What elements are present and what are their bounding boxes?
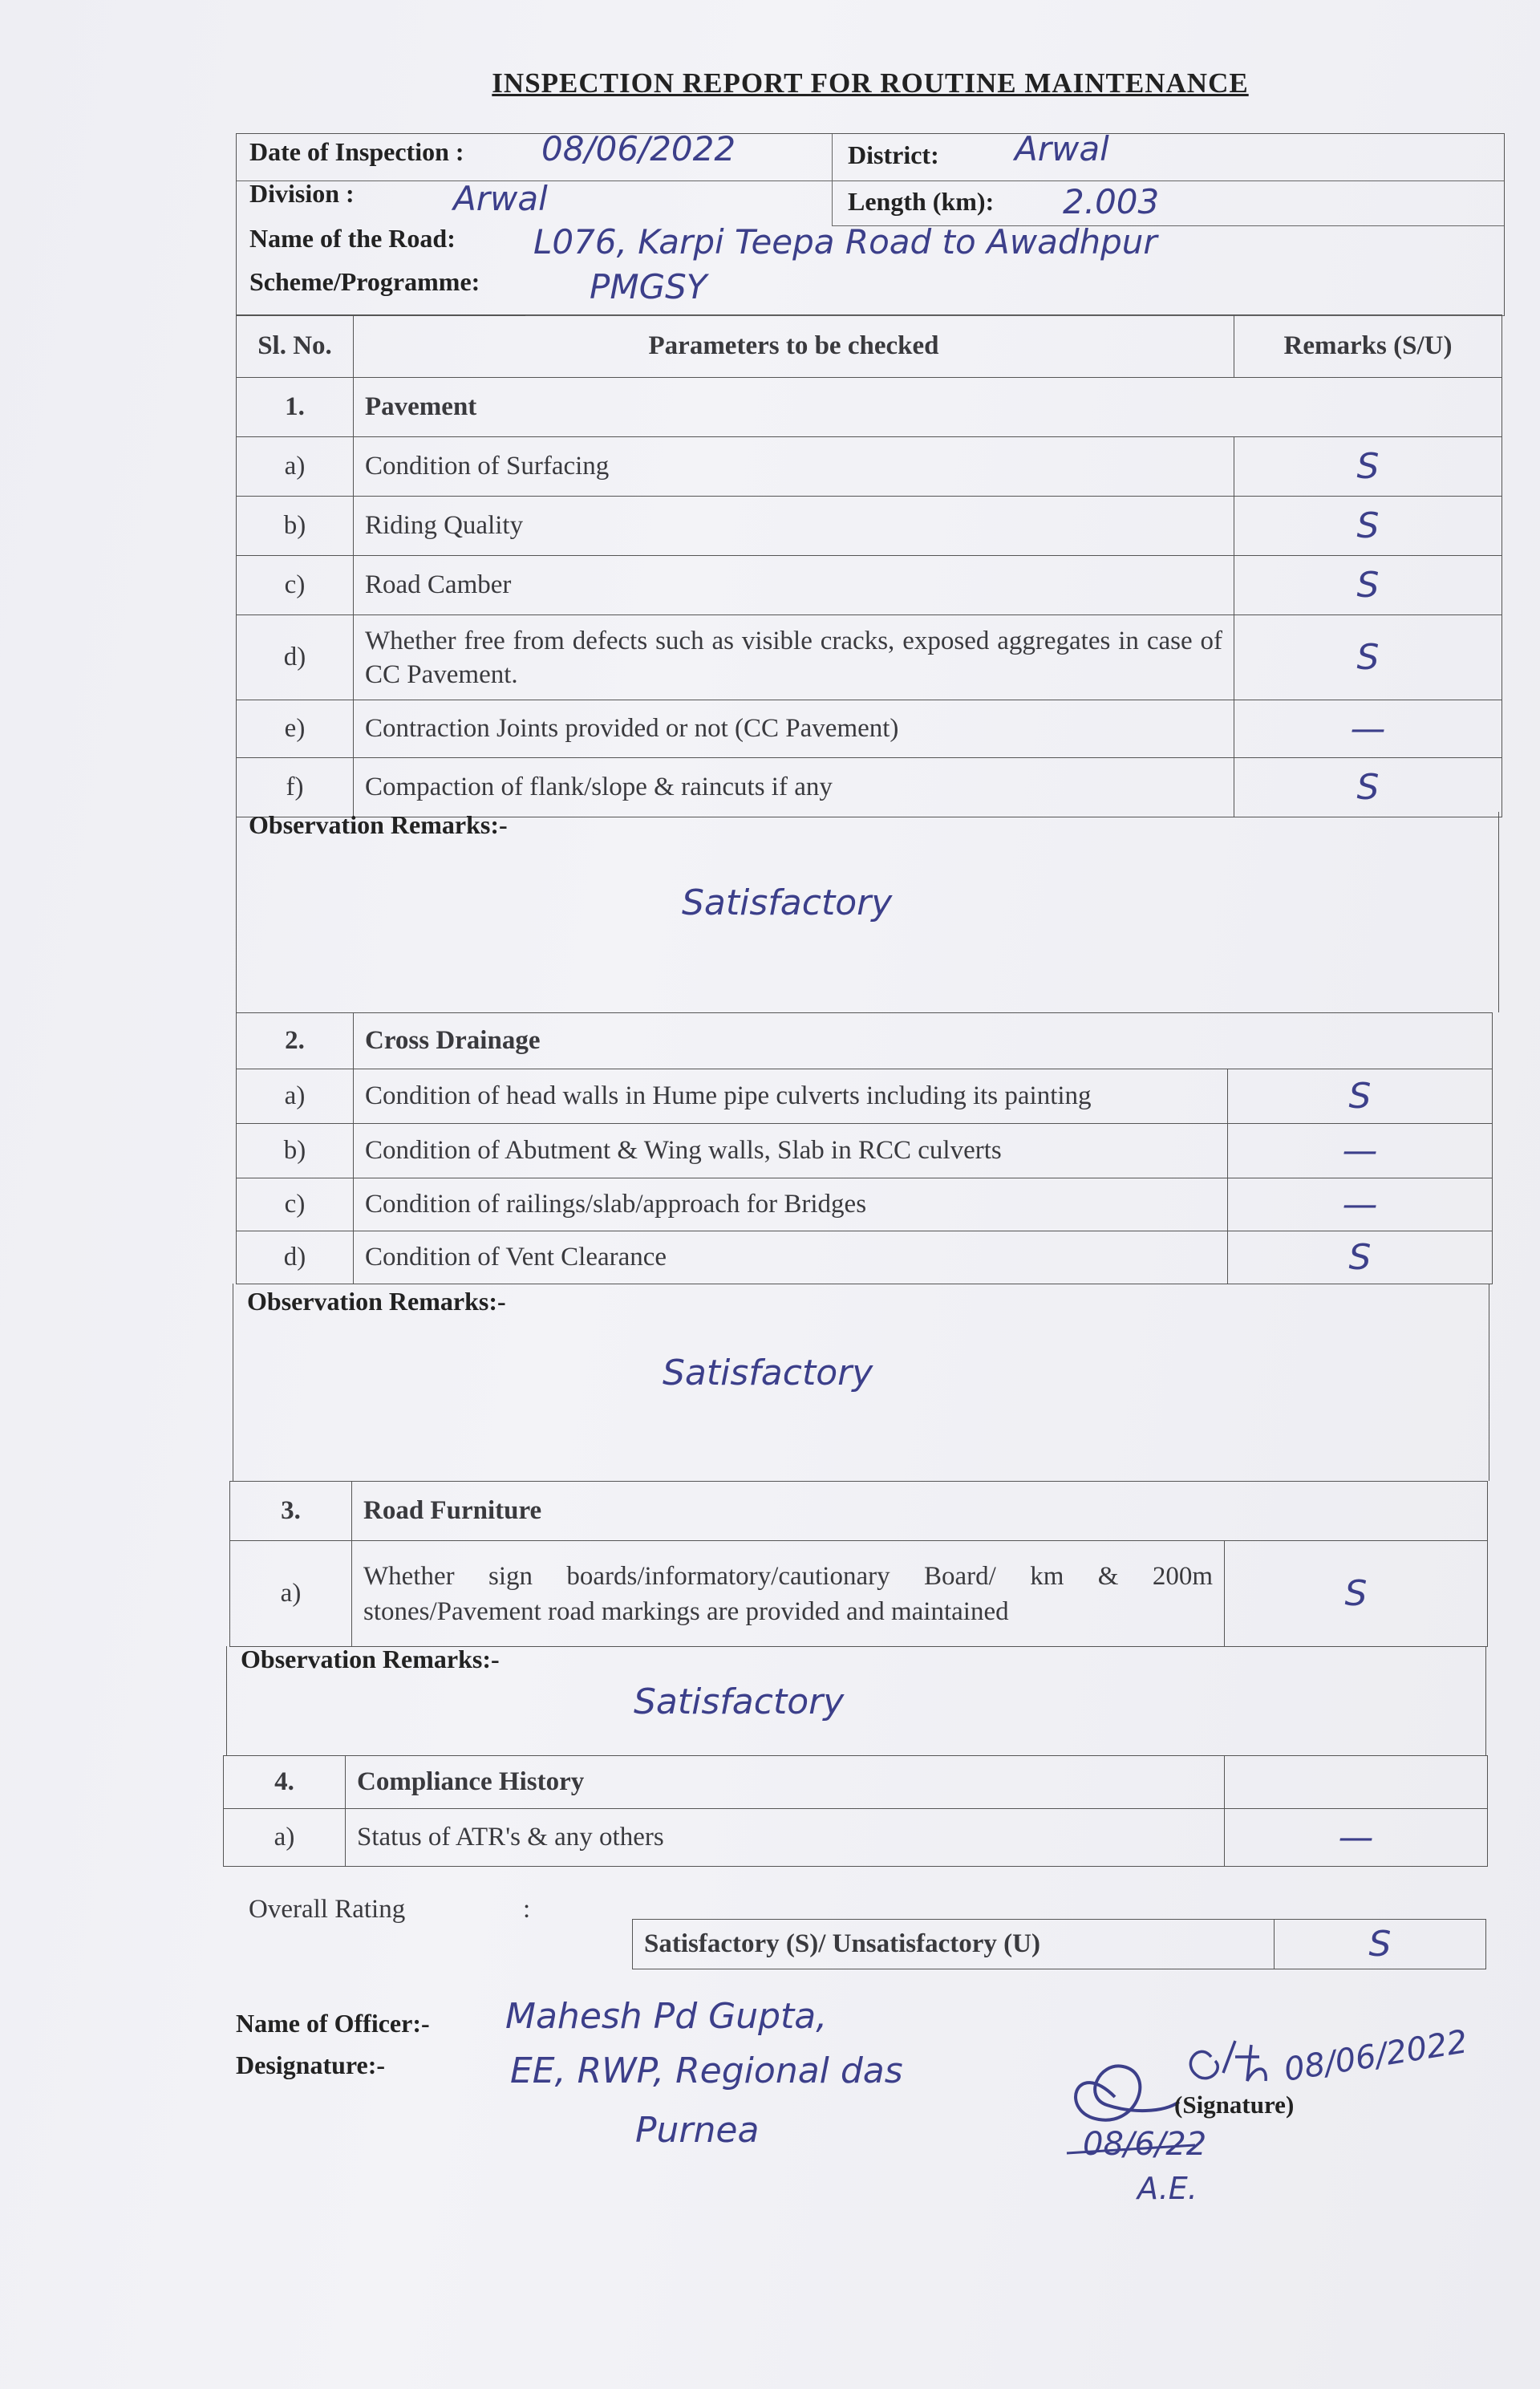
observation-label: Observation Remarks:- — [241, 1645, 500, 1673]
item-remark: — — [1342, 1130, 1378, 1171]
item-text: Whether sign boards/informatory/cautionary Board/ km & 200m stones/Pavement road markings are provided and maintained — [352, 1541, 1225, 1647]
col-remarks-header: Remarks (S/U) — [1234, 315, 1502, 378]
item-id: f) — [237, 758, 354, 817]
district-label: District: — [848, 140, 939, 169]
box-border — [1498, 812, 1499, 1012]
item-id: a) — [237, 437, 354, 497]
overall-colon: : — [523, 1895, 531, 1924]
division-label: Division : — [249, 179, 355, 208]
observation-value: Satisfactory — [682, 882, 893, 923]
cross-drainage-table — [236, 1012, 1493, 1284]
section-number: 1. — [237, 378, 354, 437]
item-text: Condition of Vent Clearance — [354, 1231, 1228, 1284]
division-value: Arwal — [453, 179, 548, 218]
item-remark: S — [1356, 637, 1380, 678]
item-id: d) — [237, 1231, 354, 1284]
length-label: Length (km): — [848, 187, 995, 216]
item-text: Contraction Joints provided or not (CC Pavement) — [354, 700, 1234, 758]
officer-name-label: Name of Officer:- — [236, 2009, 430, 2038]
table-row — [237, 1231, 1493, 1284]
item-id: e) — [237, 700, 354, 758]
table-row — [237, 1178, 1493, 1231]
overall-box-label: Satisfactory (S)/ Unsatisfactory (U) — [633, 1920, 1275, 1969]
item-remark: — — [1338, 1817, 1374, 1858]
item-id: d) — [237, 615, 354, 700]
box-border — [236, 812, 237, 1012]
district-value: Arwal — [1015, 129, 1109, 168]
date-value: 08/06/2022 — [541, 129, 736, 168]
item-remark: S — [1348, 1076, 1372, 1117]
road-label: Name of the Road: — [249, 224, 456, 253]
table-row — [224, 1809, 1488, 1867]
item-remark: — — [1350, 708, 1386, 749]
compliance-table — [223, 1755, 1488, 1867]
designation-value-line2: Purnea — [635, 2110, 760, 2151]
item-text: Riding Quality — [354, 497, 1234, 556]
signature-date: 08/06/2022 — [1281, 2023, 1470, 2089]
col-param-header: Parameters to be checked — [354, 315, 1234, 378]
item-id: a) — [230, 1541, 352, 1647]
item-remark: S — [1356, 565, 1380, 606]
length-value: 2.003 — [1063, 182, 1160, 221]
overall-value: S — [1368, 1924, 1392, 1965]
section-number: 4. — [224, 1756, 346, 1809]
observation-label: Observation Remarks:- — [249, 810, 508, 839]
item-id: a) — [224, 1809, 346, 1867]
table-row — [237, 700, 1502, 758]
item-text: Whether free from defects such as visible cracks, exposed aggregates in case of CC Pavement. — [354, 615, 1234, 700]
road-furniture-table — [229, 1481, 1488, 1647]
scheme-value: PMGSY — [590, 267, 707, 306]
overall-label: Overall Rating — [249, 1895, 406, 1924]
item-id: b) — [237, 1124, 354, 1178]
report-title: INSPECTION REPORT FOR ROUTINE MAINTENANCE — [492, 67, 1249, 99]
table-row — [237, 1124, 1493, 1178]
item-text: Condition of head walls in Hume pipe culverts including its painting — [354, 1069, 1228, 1124]
section-name: Compliance History — [346, 1756, 1225, 1809]
header-col-divider — [832, 134, 833, 225]
initials-title: A.E. — [1137, 2171, 1198, 2206]
box-border — [1485, 1646, 1486, 1755]
initials-date: 08/6/22 — [1083, 2126, 1207, 2163]
item-remark: S — [1356, 505, 1380, 546]
box-border — [226, 1646, 227, 1755]
item-id: c) — [237, 1178, 354, 1231]
item-text: Status of ATR's & any others — [346, 1809, 1225, 1867]
section-number: 3. — [230, 1482, 352, 1541]
item-remark: — — [1342, 1184, 1378, 1225]
table-row — [230, 1541, 1488, 1647]
item-text: Compaction of flank/slope & raincuts if any — [354, 758, 1234, 817]
table-row — [237, 497, 1502, 556]
header-box — [236, 129, 1505, 316]
section-number: 2. — [237, 1013, 354, 1069]
table-row — [237, 758, 1502, 817]
officer-name-value: Mahesh Pd Gupta, — [505, 1996, 828, 2037]
table-row — [237, 437, 1502, 497]
section-name: Pavement — [354, 378, 1502, 437]
item-remark: S — [1344, 1573, 1368, 1614]
date-label: Date of Inspection : — [249, 137, 464, 166]
item-text: Condition of Surfacing — [354, 437, 1234, 497]
item-id: b) — [237, 497, 354, 556]
designature-label: Designature:- — [236, 2050, 386, 2079]
signature-label: (Signature) — [1174, 2091, 1295, 2119]
designation-value-line1: EE, RWP, Regional das — [510, 2050, 903, 2091]
observation-value: Satisfactory — [634, 1681, 845, 1722]
col-sl-header: Sl. No. — [237, 315, 354, 378]
scheme-label: Scheme/Programme: — [249, 267, 480, 296]
table-row — [237, 1069, 1493, 1124]
road-value: L076, Karpi Teepa Road to Awadhpur — [533, 222, 1157, 262]
item-id: a) — [237, 1069, 354, 1124]
empty-cell — [1225, 1756, 1488, 1809]
item-remark: S — [1356, 767, 1380, 808]
table-row — [237, 556, 1502, 615]
item-remark: S — [1348, 1237, 1372, 1278]
item-text: Road Camber — [354, 556, 1234, 615]
observation-value: Satisfactory — [663, 1353, 873, 1393]
item-text: Condition of railings/slab/approach for Bridges — [354, 1178, 1228, 1231]
item-text: Condition of Abutment & Wing walls, Slab in RCC culverts — [354, 1124, 1228, 1178]
pavement-table — [236, 314, 1502, 817]
item-remark: S — [1356, 446, 1380, 487]
overall-rating-box — [632, 1919, 1486, 1969]
section-name: Road Furniture — [352, 1482, 1488, 1541]
table-row — [237, 615, 1502, 700]
observation-label: Observation Remarks:- — [247, 1287, 506, 1316]
header-divider — [237, 180, 1504, 181]
item-id: c) — [237, 556, 354, 615]
section-name: Cross Drainage — [354, 1013, 1493, 1069]
